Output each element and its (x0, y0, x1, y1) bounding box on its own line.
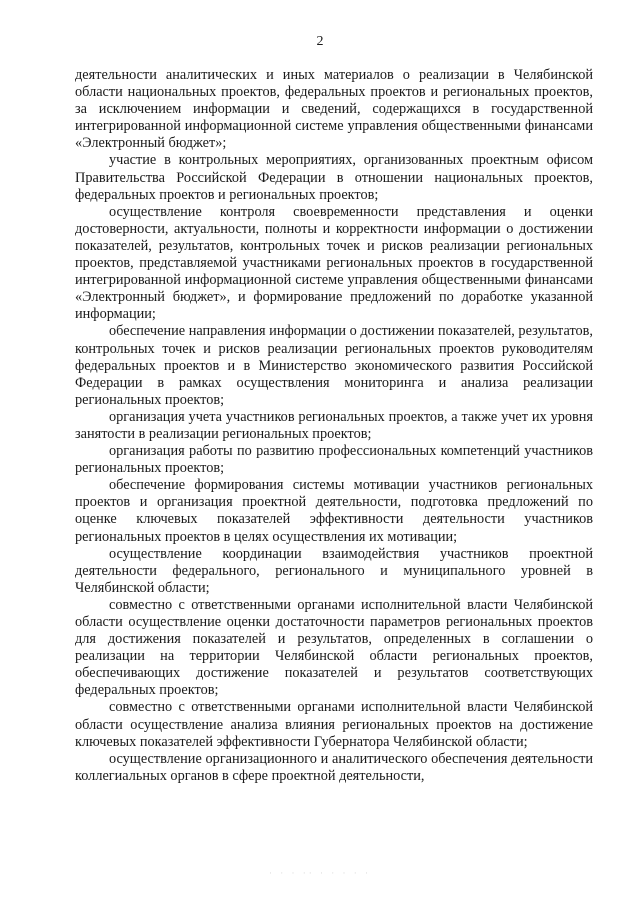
paragraph: обеспечение направления информации о достижении показателей, результатов, контрольных точек и рисков реализации региональных проектов руководителям федеральных проектов и в Министерство экономического развития Российской Федерации в рамках осуществления мониторинга и анализа реализации региональных проектов; (75, 323, 593, 408)
document-body (75, 67, 593, 785)
paragraph: совместно с ответственными органами исполнительной власти Челябинской области осуществление анализа влияния региональных проектов на достижение ключевых показателей эффективности Губернатора Челябинской области; (75, 699, 593, 750)
paragraph: организация учета участников региональных проектов, а также учет их уровня занятости в реализации региональных проектов; (75, 408, 593, 442)
paragraph: обеспечение формирования системы мотивации участников региональных проектов и организация проектной деятельности, подготовка предложений по оценке ключевых показателей эффективности деятельности участников региональных проектов в целях осуществления их мотивации; (75, 477, 593, 545)
paragraph: осуществление организационного и аналитического обеспечения деятельности коллегиальных органов в сфере проектной деятельности, (75, 750, 593, 784)
paragraph-continuation: деятельности аналитических и иных материалов о реализации в Челябинской области национальных проектов, федеральных проектов и региональных проектов, за исключением информации и сведений, содержащихся в государственной интегрированной информационной системе управления общественными финансами «Электронный бюджет»; (75, 67, 593, 152)
paragraph: участие в контрольных мероприятиях, организованных проектным офисом Правительства Российской Федерации в отношении национальных проектов, федеральных проектов и региональных проектов; (75, 152, 593, 203)
paragraph: осуществление контроля своевременности представления и оценки достоверности, актуальности, полноты и корректности информации о достижении показателей, результатов, контрольных точек и рисков реализации региональных проектов, представляемой участниками региональных проектов в государственной интегрированной информационной системе управления общественными финансами «Электронный бюджет», и формирование предложений по доработке указанной информации; (75, 203, 593, 323)
paragraph: совместно с ответственными органами исполнительной власти Челябинской области осуществление оценки достаточности параметров региональных проектов для достижения показателей и результатов, определенных в соглашении о реализации на территории Челябинской области региональных проектов, обеспечивающих достижение показателей и результатов соответствующих федеральных проектов; (75, 596, 593, 699)
scan-artifact: · · · ·· · · · · · (269, 868, 371, 878)
page-number: 2 (316, 34, 324, 49)
paragraph: организация работы по развитию профессиональных компетенций участников региональных проектов; (75, 443, 593, 477)
paragraph: осуществление координации взаимодействия участников проектной деятельности федерального, регионального и муниципального уровней в Челябинской области; (75, 545, 593, 596)
